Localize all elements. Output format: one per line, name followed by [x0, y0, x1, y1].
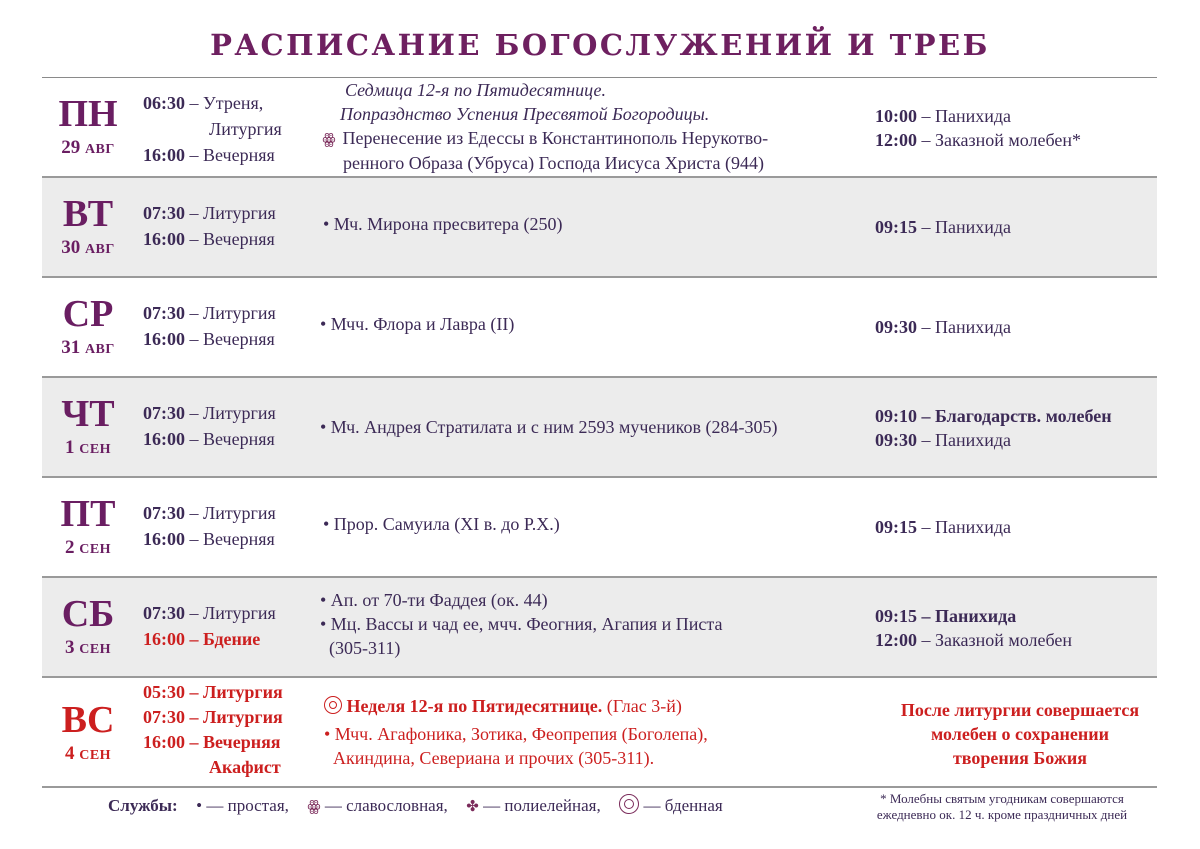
service-legend: Службы: • — простая, ꙮ — славословная, ✤ — полиелейная, — бденная	[108, 796, 723, 815]
slavoslovnaya-icon: ꙮ	[322, 130, 336, 148]
day-label: СР	[62, 293, 114, 335]
saints-list: • Мч. Андрея Стратилата и с ним 2593 мучеников (284-305)	[320, 417, 778, 437]
saints-list: • Мч. Мирона пресвитера (250)	[323, 214, 563, 234]
services-list: 06:30 – Утреня, Литургия 16:00 – Вечерняя	[143, 93, 282, 165]
day-date: 2 СЕН	[64, 537, 112, 558]
services-list: 07:30 – Литургия 16:00 – Вечерняя	[143, 503, 276, 549]
day-date: 31 АВГ	[61, 337, 115, 358]
day-label: ПТ	[60, 493, 116, 535]
saints-list: Седмица 12-я по Пятидесятнице. Попразднство Успения Пресвятой Богородицы. ꙮ Перенесение из Едессы в Константинополь Нерукотво- ренного Образа (Убруса) Господа Иисуса Христа (944)	[320, 78, 860, 175]
day-label: СБ	[61, 593, 115, 635]
schedule-table	[42, 78, 1157, 788]
treby-list: 09:15 – Панихида	[875, 517, 1012, 537]
day-label: ВТ	[62, 193, 114, 235]
day-date: 3 СЕН	[64, 637, 112, 658]
day-label: ЧТ	[61, 393, 115, 435]
day-date: 29 АВГ	[61, 137, 115, 158]
day-date: 1 СЕН	[64, 437, 112, 458]
day-row-sat	[42, 578, 1157, 678]
day-label: ПН	[58, 93, 118, 135]
services-list: 07:30 – Литургия 16:00 – Вечерняя	[143, 403, 276, 449]
services-list: 05:30 – Литургия 07:30 – Литургия 16:00 – Вечерняя Акафист	[143, 682, 283, 777]
treby-list: 09:30 – Панихида	[875, 317, 1012, 337]
day-date: 30 АВГ	[61, 237, 115, 258]
services-list: 07:30 – Литургия 16:00 – Вечерняя	[143, 203, 276, 249]
treby-list: 10:00 – Панихида 12:00 – Заказной молебен*	[875, 106, 1082, 150]
treby-list: 09:15 – Панихида 12:00 – Заказной молебен	[875, 606, 1073, 650]
day-row-mon	[42, 78, 1157, 178]
day-row-tue	[42, 178, 1157, 278]
treby-list: 09:10 – Благодарств. молебен 09:30 – Панихида	[875, 406, 1112, 450]
day-row-fri	[42, 478, 1157, 578]
day-row-sun	[42, 678, 1157, 788]
bdennaya-icon	[619, 794, 639, 814]
simple-icon: •	[196, 796, 203, 815]
page-title: РАСПИСАНИЕ БОГОСЛУЖЕНИЙ И ТРЕБ	[210, 28, 990, 62]
day-row-thu	[42, 378, 1157, 478]
day-row-wed	[42, 278, 1157, 378]
treby-list: 09:15 – Панихида	[875, 217, 1012, 237]
day-label: ВС	[61, 699, 115, 741]
saints-list: • Мчч. Флора и Лавра (II)	[320, 314, 515, 334]
day-date: 4 СЕН	[64, 743, 112, 764]
saints-list: Неделя 12-я по Пятидесятнице. (Глас 3-й) • Мчч. Агафоника, Зотика, Феопрепия (Боголепа), Акиндина, Севериана и прочих (305-311).	[324, 696, 708, 768]
slavoslovnaya-icon: ꙮ	[307, 797, 321, 815]
saints-list: • Прор. Самуила (XI в. до Р.Х.)	[323, 514, 560, 534]
services-list: 07:30 – Литургия 16:00 – Вечерняя	[143, 303, 276, 349]
legend-label: Службы:	[108, 796, 178, 815]
sunday-note: После литургии совершается молебен о сохранении творения Божия	[900, 700, 1140, 768]
saints-list: • Ап. от 70-ти Фаддея (ок. 44) • Мц. Вассы и чад ее, мчч. Феогния, Агапия и Писта (305-311)	[320, 590, 723, 658]
polieleynaya-icon: ✤	[466, 797, 479, 815]
bdennaya-icon	[324, 696, 342, 714]
footnote: * Молебны святым угодникам совершаются ежедневно ок. 12 ч. кроме праздничных дней	[876, 791, 1128, 822]
services-list: 07:30 – Литургия 16:00 – Бдение	[143, 603, 276, 649]
